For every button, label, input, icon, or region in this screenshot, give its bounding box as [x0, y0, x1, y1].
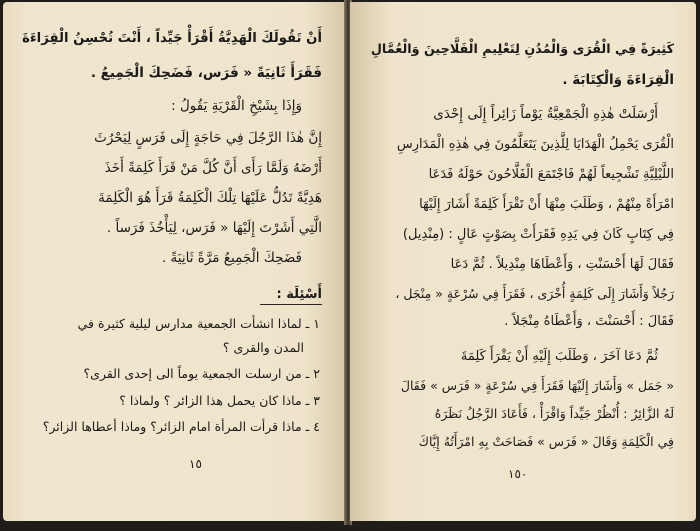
left-line-8: فَضَحِكَ الْجَمِيعُ مَرَّةً ثَانِيَةً . [161, 250, 302, 266]
right-page [350, 2, 696, 521]
right-line-7: فِي كِتَابٍ كَانَ فِي يَدِهِ فَقَرَأَتْ بِصَوْتٍ عَالٍ : (مِنْدِيل) [402, 227, 674, 242]
right-line-11: ثُمَّ دَعَا آخَرَ ، وَطَلَبَ إِلَيْهِ أَنْ يَقْرَأَ كَلِمَةَ [460, 349, 658, 364]
right-line-14: فِي الْكَلِمَةِ وَقَالَ « فَرَس » فَصَاحَتْ بِهِ امْرَأَتُهُ إِيَّاكَ [418, 434, 674, 449]
left-line-4: إِنَّ هٰذَا الرَّجُلَ فِي حَاجَةٍ إِلَى فَرَسٍ لِيَحْرُثَ [94, 130, 322, 146]
right-line-2: الْقِرَاءَةَ وَالْكِتَابَةَ . [562, 72, 674, 88]
right-line-5: اللَّيْلِيَّةِ تَشْجِيعاً لَهُمْ فَاجْتَمَعَ الْفَلَّاحُونَ حَوْلَهُ فَدَعَا [428, 167, 674, 182]
right-line-10: فَقَالَ : أَحْسَنْتَ ، وَأَعْطَاهُ مِنْجَلاً . [504, 314, 674, 329]
questions-heading: أَسْئِلَة : [276, 287, 322, 302]
left-line-2: فَقَرَأَ ثَانِيَةً « فَرَس، فَضَحِكَ الْجَمِيعُ . [90, 65, 322, 81]
question-1-cont: المدن والقرى ؟ [222, 340, 304, 355]
right-line-12: « جَمَل » وَأَشَارَ إِلَيْهَا فَقَرَأَ فِي سُرْعَةٍ « فَرَس » فَقَالَ [400, 378, 674, 393]
questions-heading-underline [260, 304, 322, 305]
left-line-6: هَدِيَّةً تَدُلُّ عَلَيْهَا تِلْكَ الْكَلِمَةُ قَرَأَ هُوَ الْكَلِمَةَ [98, 190, 322, 206]
right-page-number: ١٥٠ [508, 467, 528, 481]
right-line-9: رَجُلاً وَأَشَارَ إِلَى كَلِمَةٍ أُخْرَى ، فَقَرَأَ فِي سُرْعَةٍ « مِنْجَل ، [395, 286, 674, 301]
right-line-3: أَرْسَلَتْ هٰذِهِ الْجَمْعِيَّةُ يَوْماً زَائِراً إِلَى إِحْدَى [433, 106, 658, 122]
right-line-1: كَثِيرَةً فِي الْقُرَى وَالْمُدُنِ لِتَعْلِيمِ الْفَلَّاحِينَ وَالْعُمَّالِ [370, 42, 674, 57]
right-line-8: فَقَالَ لَهَا أَحْسَنْتِ ، وَأَعْطَاهَا مِنْدِيلاً . ثُمَّ دَعَا [450, 257, 674, 272]
question-2: ٢ ـ من ارسلت الجمعية يوماً الى إحدى القرى؟ [83, 366, 320, 381]
right-line-4: الْقُرَى يَحْمِلُ الْهَدَايَا لِلَّذِينَ يَتَعَلَّمُونَ فِي هٰذِهِ الْمَدَارِسِ [396, 137, 674, 152]
left-line-3: وَإِذَا بِشَيْخِ الْقَرْيَةِ يَقُولُ : [171, 98, 302, 114]
left-page-number: ١٥ [189, 457, 202, 471]
right-line-6: امْرَأَةً مِنْهُمْ ، وَطَلَبَ مِنْهَا أَنْ تَقْرَأَ كَلِمَةً أَشَارَ إِلَيْهَا [419, 197, 674, 212]
right-line-13: لَهُ الزَّائِرُ : أُنْظُرْ جَيِّداً وَاقْرَأْ ، فَأَعَادَ الرَّجُلُ نَظَرَهُ [434, 406, 674, 421]
left-page [3, 2, 346, 521]
question-3: ٣ ـ ماذا كان يحمل هذا الزائر ؟ ولماذا ؟ [119, 393, 320, 408]
question-1: ١ ـ لماذا انشأت الجمعية مدارس ليلية كثيرة في [77, 316, 320, 331]
left-line-5: أَرْضَهُ وَلَمَّا رَأَى أَنَّ كُلَّ مَنْ قَرَأَ كَلِمَةً أَخَذَ [104, 160, 322, 176]
left-line-1: أَنْ تَقُولَكَ الْهَدِيَّةُ أَقْرَأْ جَيِّداً ، أَنْتَ تُحْسِنُ الْقِرَاءَةَ [22, 31, 322, 46]
left-line-7: الَّتِي أَشَرْتَ إِلَيْهَا « فَرَس، لِيَأْخُذَ فَرَساً . [106, 220, 322, 236]
question-4: ٤ ـ ماذا قرأت المرأة امام الزائر؟ وماذا أعطاها الزائر؟ [42, 419, 320, 434]
